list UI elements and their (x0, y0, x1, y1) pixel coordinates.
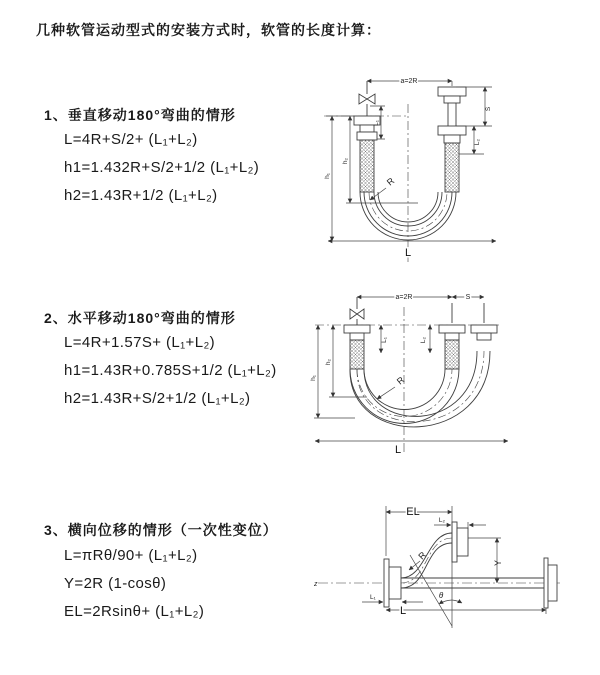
page-title: 几种软管运动型式的安装方式时，软管的长度计算： (36, 22, 381, 38)
diagram-horizontal-180-bend (303, 281, 595, 459)
diagram-lateral-displacement (298, 498, 600, 663)
dim-label-el: EL (406, 506, 420, 518)
formula-s3-EL: EL=2Rsinθ+ (L₁+L₂) (64, 603, 205, 620)
dim-label-l1: L₁ (373, 120, 380, 126)
dim-label-a2r: a=2R (395, 294, 413, 301)
formula-s3-Y: Y=2R (1-cosθ) (64, 575, 167, 592)
dim-label-l: L (394, 444, 402, 456)
dim-label-l1: L₁ (381, 337, 388, 343)
dim-label-r: R (394, 374, 407, 387)
dim-label-l1: L₁ (370, 594, 376, 601)
dim-label-r: R (416, 549, 429, 562)
dim-label-h2: h₂ (342, 157, 349, 165)
dim-label-s: S (465, 294, 471, 301)
formula-s1-L: L=4R+S/2+ (L₁+L₂) (64, 131, 198, 148)
section-3-heading: 3、横向位移的情形（一次性变位） (44, 522, 278, 538)
dim-label-h1: h₁ (324, 173, 331, 179)
formula-s1-h2: h2=1.43R+1/2 (L₁+L₂) (64, 187, 218, 204)
dim-label-a2r: a=2R (400, 78, 418, 85)
dim-label-l: L (399, 605, 407, 617)
section-1-heading: 1、垂直移动180°弯曲的情形 (44, 107, 236, 123)
dim-label-s: S (485, 106, 492, 112)
angle-theta-label: θ (438, 591, 444, 600)
centerline-break-mark: z (314, 581, 318, 588)
formula-s2-L: L=4R+1.57S+ (L₁+L₂) (64, 334, 216, 351)
formula-s2-h1: h1=1.43R+0.785S+1/2 (L₁+L₂) (64, 362, 277, 379)
section-2-heading: 2、水平移动180°弯曲的情形 (44, 310, 236, 326)
dim-label-r: R (384, 175, 397, 188)
dim-label-l: L (404, 247, 412, 259)
dim-label-y: Y (493, 559, 503, 567)
formula-s3-L: L=πRθ/90+ (L₁+L₂) (64, 547, 198, 564)
dim-label-l2: L₂ (438, 517, 446, 524)
formula-s1-h1: h1=1.432R+S/2+1/2 (L₁+L₂) (64, 159, 260, 176)
dim-label-h1: h₁ (310, 375, 317, 381)
diagram-vertical-180-bend (306, 64, 592, 269)
dim-label-h2: h₂ (325, 358, 332, 366)
formula-s2-h2: h2=1.43R+S/2+1/2 (L₁+L₂) (64, 390, 251, 407)
dim-label-l2: L₂ (474, 138, 481, 146)
dim-label-l2: L₂ (420, 336, 427, 344)
